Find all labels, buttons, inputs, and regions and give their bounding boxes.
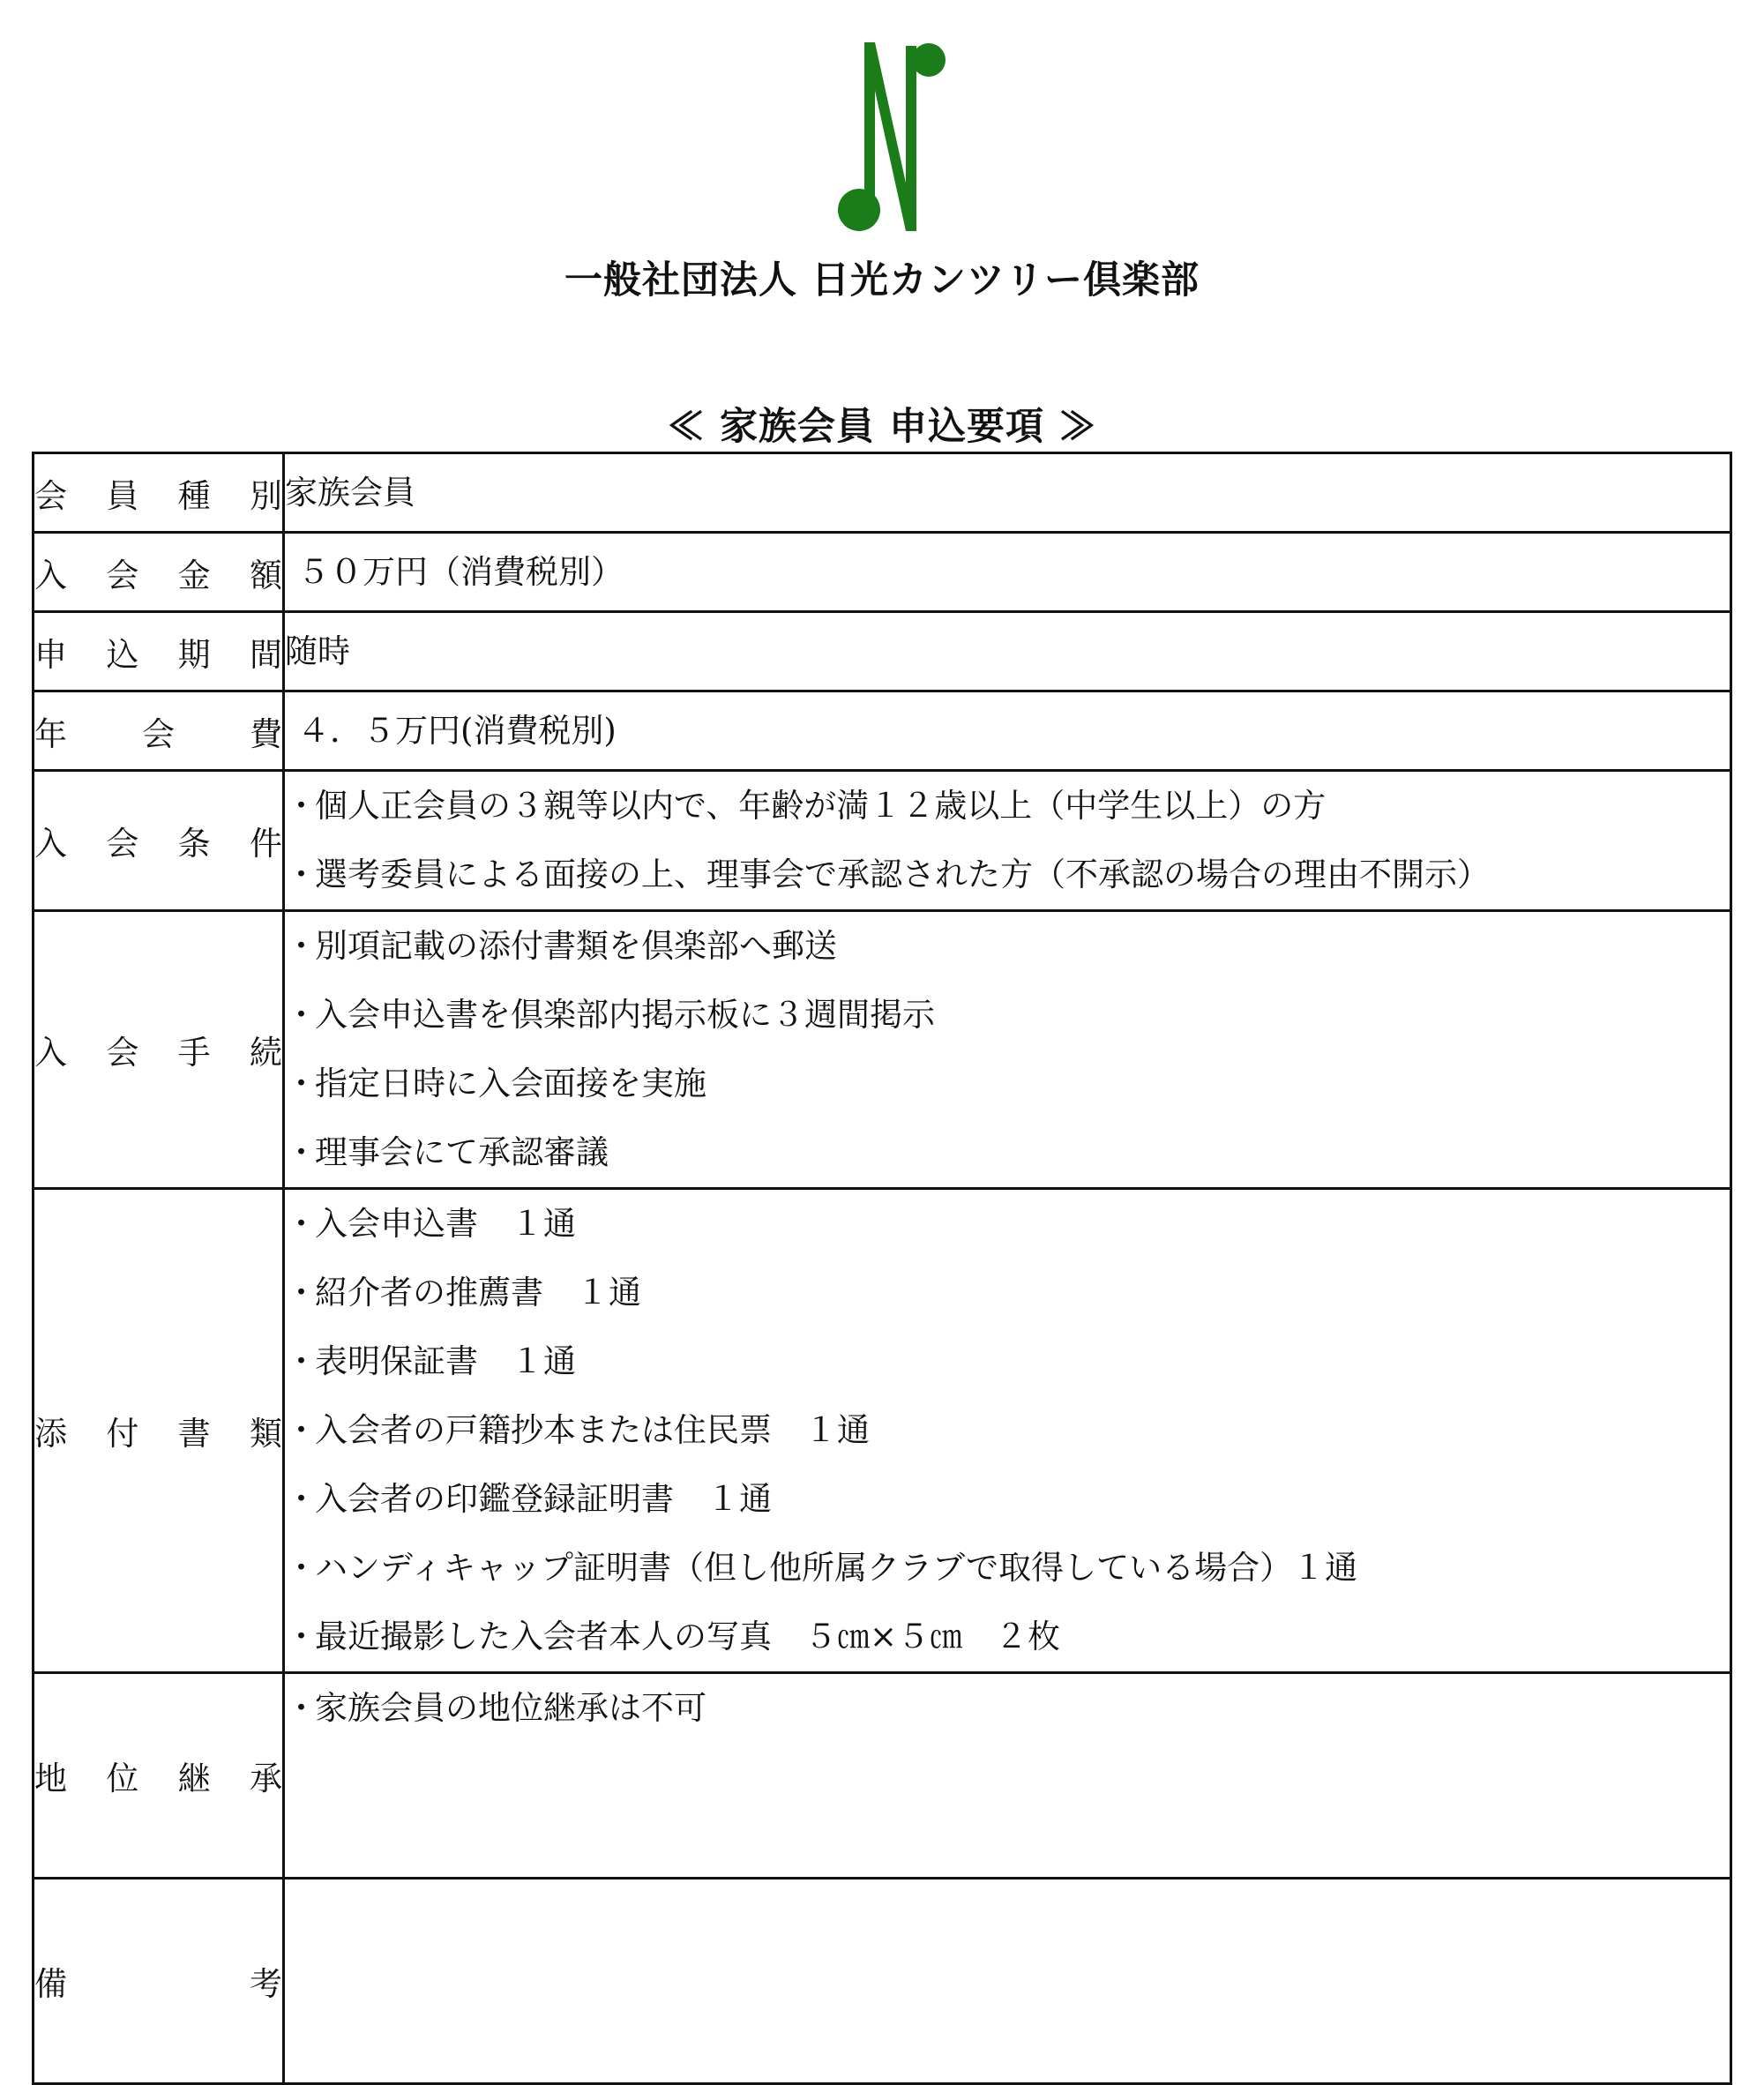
list-item (285, 1465, 1730, 1534)
bullet: ・ (285, 1618, 318, 1655)
list-item-text: 紹介者の推薦書 １通 (315, 1274, 641, 1312)
label-annual-fee: 年 会 費 (34, 714, 282, 753)
list-item-text: 家族会員の地位継承は不可 (315, 1689, 706, 1727)
list-item (285, 912, 1730, 981)
value-cell (284, 1673, 1731, 1879)
bullet: ・ (285, 1411, 318, 1449)
row-application-period (34, 612, 1731, 691)
list-item-text: 表明保証書 １通 (315, 1342, 576, 1380)
list-item (285, 1050, 1730, 1118)
bullet: ・ (285, 1549, 318, 1587)
label-entrance-fee: 入会金額 (34, 556, 282, 594)
bullet: ・ (285, 1205, 318, 1243)
list-item (285, 1327, 1730, 1396)
bullet: ・ (285, 1480, 318, 1518)
list-item (285, 1534, 1730, 1603)
application-requirements-table (32, 452, 1732, 2085)
value-cell (284, 533, 1731, 612)
label-admission-conditions: 入会条件 (34, 825, 282, 863)
list-item-text: 最近撮影した入会者本人の写真 ５㎝×５㎝ ２枚 (315, 1618, 1061, 1655)
bullet: ・ (285, 927, 318, 965)
list-item-text: 選考委員による面接の上、理事会で承認された方（不承認の場合の理由不開示） (315, 856, 1490, 893)
bullet: ・ (285, 996, 318, 1034)
row-membership-type (34, 453, 1731, 533)
label-remarks: 備 考 (34, 1965, 282, 2003)
list-item (285, 772, 1730, 841)
nikko-cc-logo-icon (825, 35, 957, 238)
row-admission-conditions (34, 771, 1731, 911)
bullet: ・ (285, 1342, 318, 1380)
bullet: ・ (285, 1133, 318, 1171)
label-cell (34, 612, 284, 691)
bullet: ・ (285, 1274, 318, 1312)
list-item-text: 入会者の印鑑登録証明書 １通 (315, 1480, 772, 1518)
value-cell (284, 453, 1731, 533)
list-item-text: 入会申込書 １通 (315, 1205, 576, 1243)
value-membership-type: 家族会員 (285, 473, 415, 512)
row-remarks (34, 1879, 1731, 2084)
bullet: ・ (285, 856, 318, 893)
document-title: ≪ 家族会員 申込要項 ≫ (667, 405, 1097, 449)
row-entrance-fee (34, 533, 1731, 612)
label-cell (34, 1673, 284, 1879)
value-cell (284, 1189, 1731, 1673)
bullet: ・ (285, 1065, 318, 1102)
list-item (285, 1674, 1730, 1743)
list-item-text: 入会者の戸籍抄本または住民票 １通 (315, 1411, 870, 1449)
label-cell (34, 1879, 284, 2084)
list-item (285, 1259, 1730, 1327)
label-cell (34, 911, 284, 1189)
label-cell (34, 691, 284, 771)
label-cell (34, 533, 284, 612)
list-item-text: 個人正会員の３親等以内で、年齢が満１２歳以上（中学生以上）の方 (315, 787, 1327, 825)
list-item-text: 入会申込書を倶楽部内掲示板に３週間掲示 (315, 996, 935, 1034)
value-annual-fee: ４．５万円(消費税別) (297, 711, 617, 750)
label-admission-procedure: 入会手続 (34, 1034, 282, 1072)
row-status-succession (34, 1673, 1731, 1879)
list-item-text: 理事会にて承認審議 (315, 1133, 609, 1171)
bullet: ・ (285, 1689, 318, 1727)
list-item (285, 1396, 1730, 1465)
label-status-succession: 地位継承 (34, 1760, 282, 1797)
value-entrance-fee: ５０万円（消費税別） (297, 552, 624, 591)
label-application-period: 申込期間 (34, 635, 282, 674)
value-cell (284, 691, 1731, 771)
list-item-text: ハンディキャップ証明書（但し他所属クラブで取得している場合）１通 (315, 1549, 1358, 1587)
organization-name: 一般社団法人 日光カンツリー倶楽部 (564, 258, 1200, 303)
bullet: ・ (285, 787, 318, 825)
value-cell (284, 771, 1731, 911)
label-membership-type: 会員種別 (34, 476, 282, 515)
list-item (285, 981, 1730, 1050)
label-cell (34, 453, 284, 533)
value-cell (284, 911, 1731, 1189)
value-remarks (284, 1879, 1731, 2084)
row-attached-documents (34, 1189, 1731, 1673)
label-attached-documents: 添付書類 (34, 1415, 282, 1453)
label-cell (34, 771, 284, 911)
label-cell (34, 1189, 284, 1673)
list-item (285, 841, 1730, 909)
value-application-period: 随時 (285, 631, 350, 670)
list-item (285, 1603, 1730, 1671)
list-item-text: 別項記載の添付書類を倶楽部へ郵送 (315, 927, 837, 965)
value-cell (284, 612, 1731, 691)
row-admission-procedure (34, 911, 1731, 1189)
list-item (285, 1190, 1730, 1259)
list-item (285, 1118, 1730, 1187)
list-item-text: 指定日時に入会面接を実施 (315, 1065, 706, 1102)
row-annual-fee (34, 691, 1731, 771)
